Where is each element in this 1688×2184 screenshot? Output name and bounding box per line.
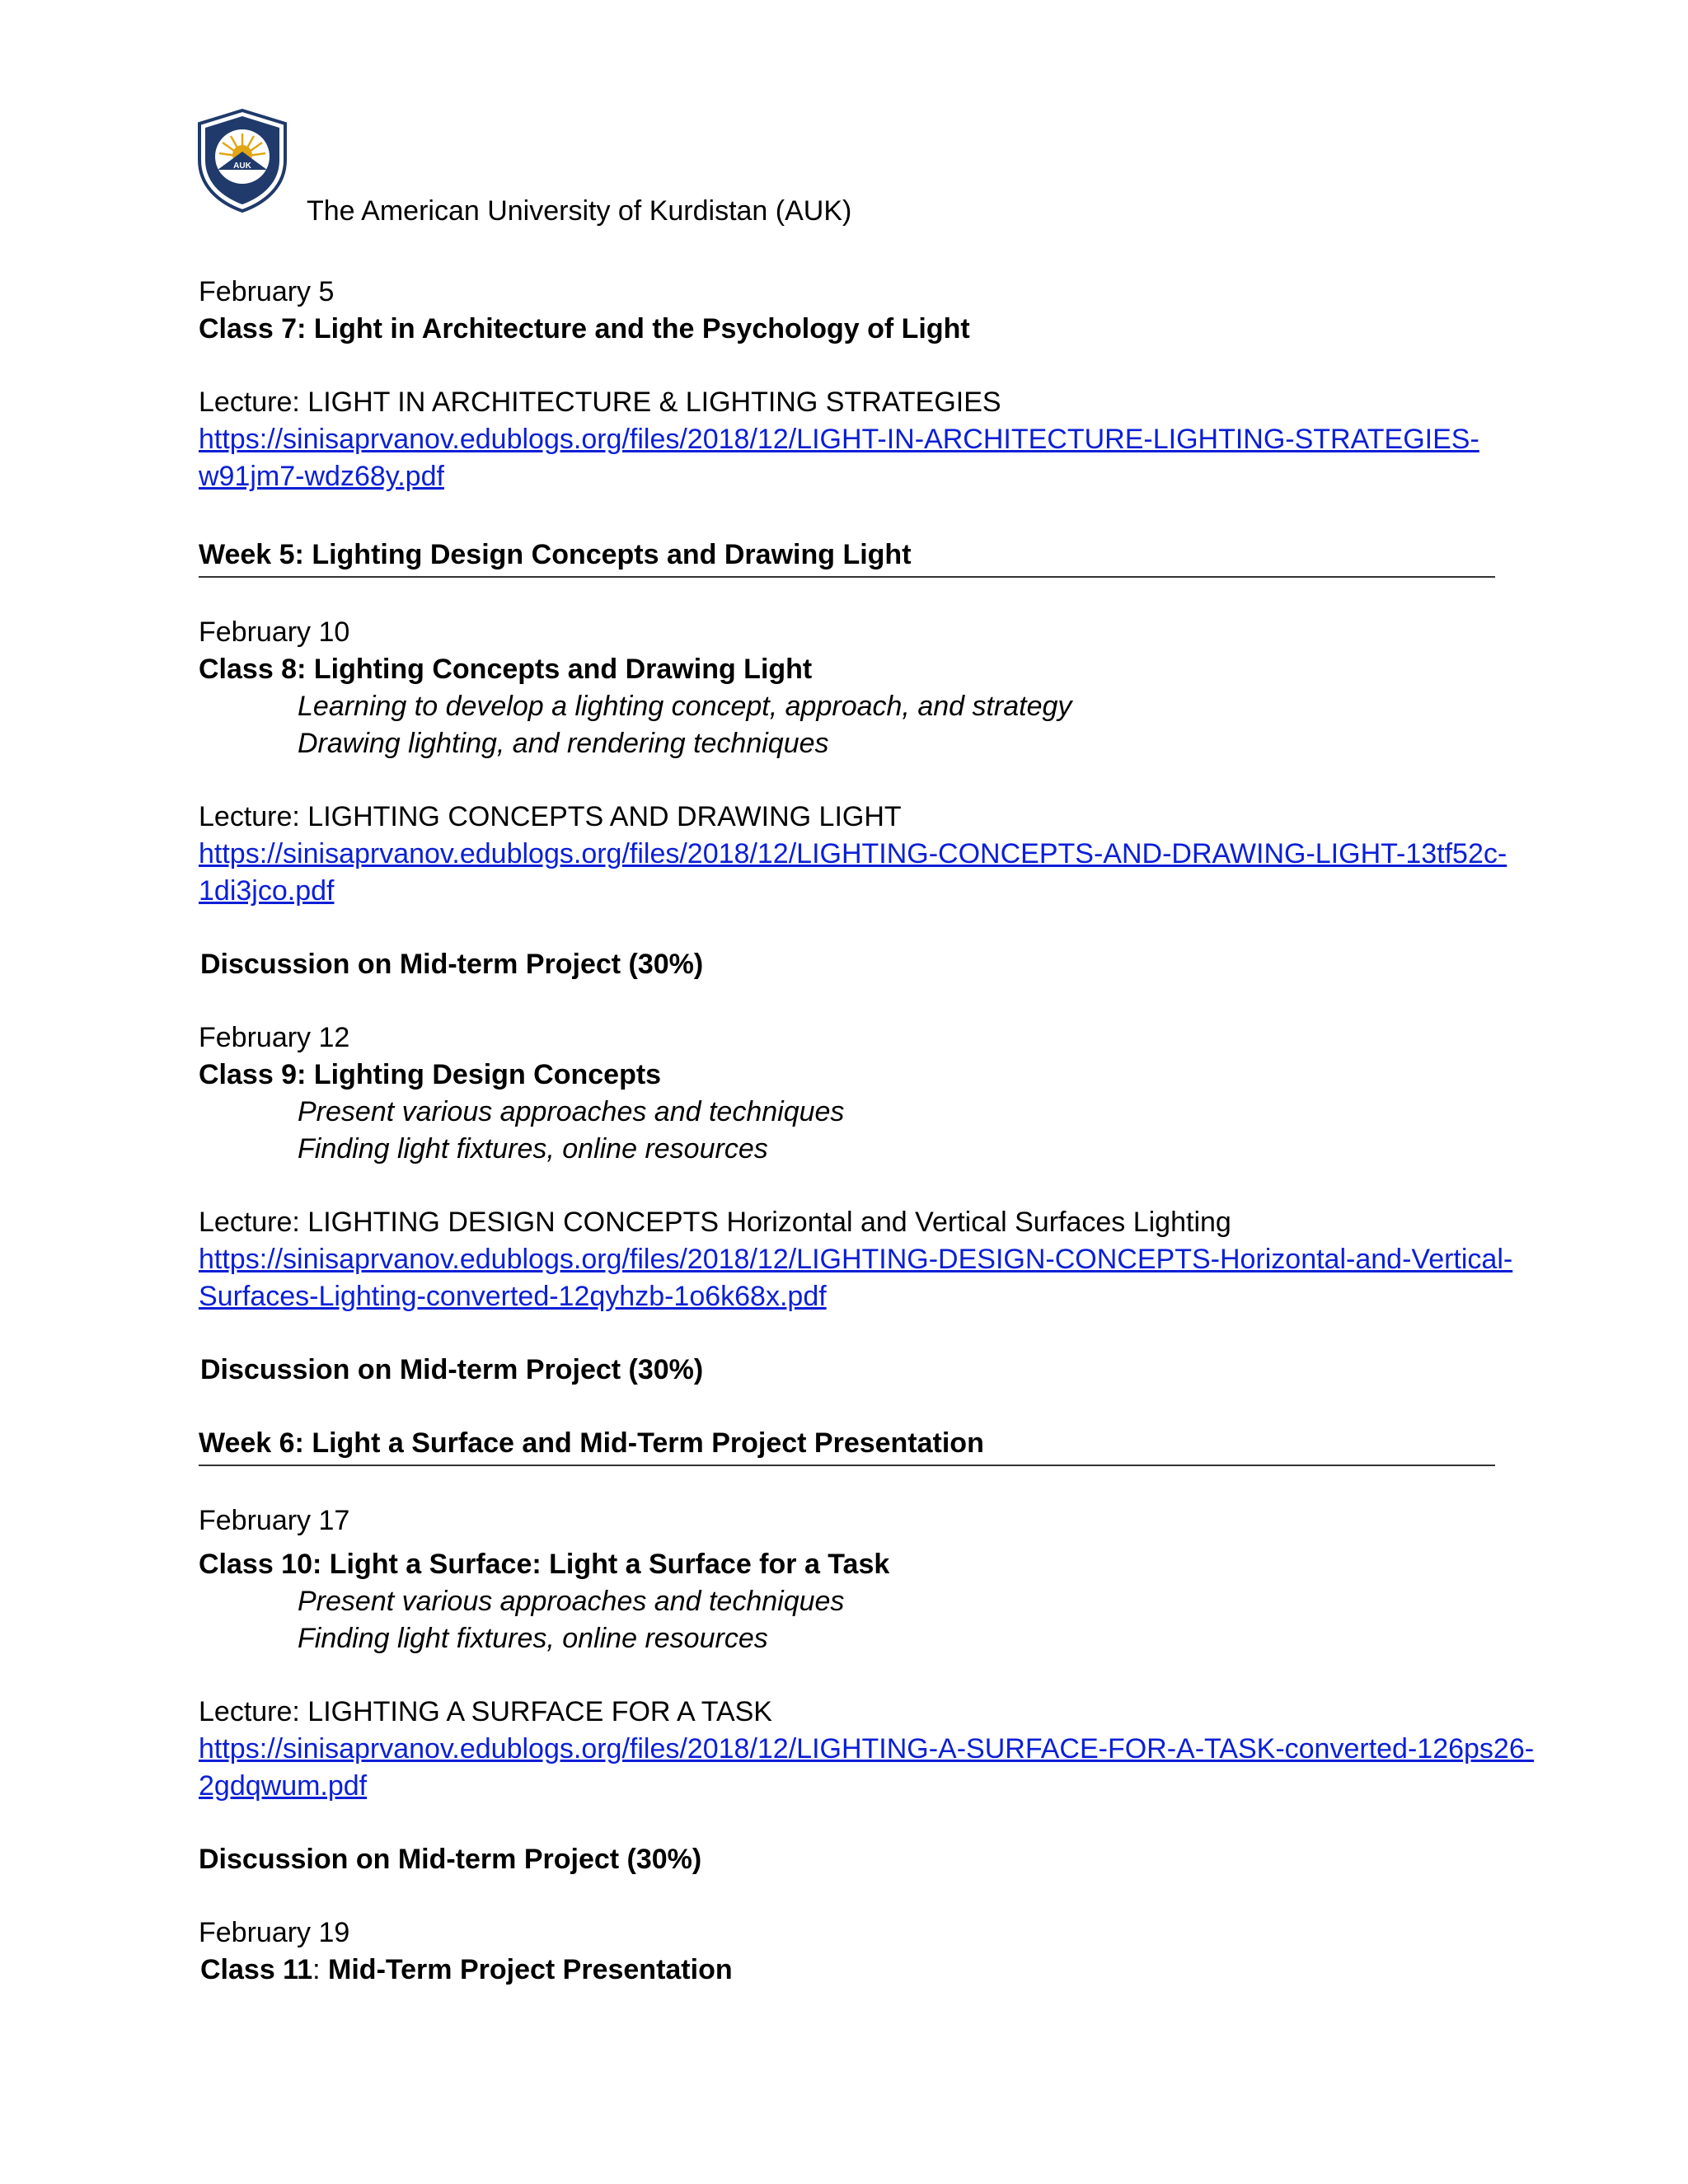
class-11-label: Class 11 [200, 1954, 313, 1985]
class-10-topic: Finding light fixtures, online resources [298, 1623, 768, 1654]
class-9-topic: Present various approaches and techniques [298, 1096, 845, 1127]
week-5-heading: Week 5: Lighting Design Concepts and Drawing Light [199, 537, 1495, 578]
class-11-title [199, 1952, 1501, 1989]
lecture-link-class-10-cont[interactable]: 2gdqwum.pdf [199, 1770, 368, 1802]
lecture-link-class-9[interactable]: https://sinisaprvanov.edublogs.org/files/2018/12/LIGHTING-DESIGN-CONCEPTS-Horizontal-and-Vertical- [199, 1244, 1513, 1275]
svg-text:AUK: AUK [233, 162, 251, 171]
week-6-heading: Week 6: Light a Surface and Mid-Term Project Presentation [199, 1425, 1495, 1466]
auk-crest-icon [196, 109, 288, 213]
lecture-link-class-10[interactable]: https://sinisaprvanov.edublogs.org/files/2018/12/LIGHTING-A-SURFACE-FOR-A-TASK-converted-126ps26- [199, 1733, 1535, 1765]
date-feb-12: February 12 [199, 1022, 350, 1053]
lecture-class-7: Lecture: LIGHT IN ARCHITECTURE & LIGHTING STRATEGIES [199, 387, 1001, 418]
schedule-content [199, 274, 1535, 1989]
date-feb-5: February 5 [199, 276, 335, 307]
lecture-link-class-7-cont[interactable]: w91jm7-wdz68y.pdf [199, 461, 444, 492]
date-feb-19: February 19 [199, 1917, 350, 1948]
class-7-title: Class 7: Light in Architecture and the Psychology of Light [199, 313, 970, 344]
class-8-topic: Learning to develop a lighting concept, approach, and strategy [298, 691, 1072, 722]
lecture-link-class-9-cont[interactable]: Surfaces-Lighting-converted-12qyhzb-1o6k68x.pdf [199, 1281, 827, 1312]
lecture-class-10: Lecture: LIGHTING A SURFACE FOR A TASK [199, 1696, 772, 1727]
lecture-class-9: Lecture: LIGHTING DESIGN CONCEPTS Horizontal and Vertical Surfaces Lighting [199, 1207, 1231, 1238]
discussion-midterm: Discussion on Mid-term Project (30%) [200, 949, 704, 980]
lecture-link-class-7[interactable]: https://sinisaprvanov.edublogs.org/files/2018/12/LIGHT-IN-ARCHITECTURE-LIGHTING-STRATEGIES- [199, 424, 1479, 455]
date-feb-17: February 17 [199, 1505, 350, 1536]
university-name: The American University of Kurdistan (AUK) [307, 195, 852, 227]
class-9-title: Class 9: Lighting Design Concepts [199, 1059, 662, 1090]
class-8-title: Class 8: Lighting Concepts and Drawing Light [199, 654, 813, 685]
lecture-link-class-8[interactable]: https://sinisaprvanov.edublogs.org/files/2018/12/LIGHTING-CONCEPTS-AND-DRAWING-LIGHT-13tf52c- [199, 838, 1507, 869]
lecture-link-class-8-cont[interactable]: 1di3jco.pdf [199, 875, 335, 907]
discussion-midterm: Discussion on Mid-term Project (30%) [199, 1844, 702, 1875]
class-11-name: Mid-Term Project Presentation [328, 1954, 733, 1985]
class-9-topic: Finding light fixtures, online resources [298, 1133, 768, 1165]
class-8-topic: Drawing lighting, and rendering techniques [298, 728, 829, 759]
class-10-topic: Present various approaches and techniques [298, 1586, 845, 1617]
class-11-separator: : [312, 1954, 329, 1985]
class-10-title: Class 10: Light a Surface: Light a Surface for a Task [199, 1549, 890, 1580]
date-feb-10: February 10 [199, 616, 350, 648]
lecture-class-8: Lecture: LIGHTING CONCEPTS AND DRAWING LIGHT [199, 801, 902, 832]
discussion-midterm: Discussion on Mid-term Project (30%) [200, 1354, 704, 1385]
